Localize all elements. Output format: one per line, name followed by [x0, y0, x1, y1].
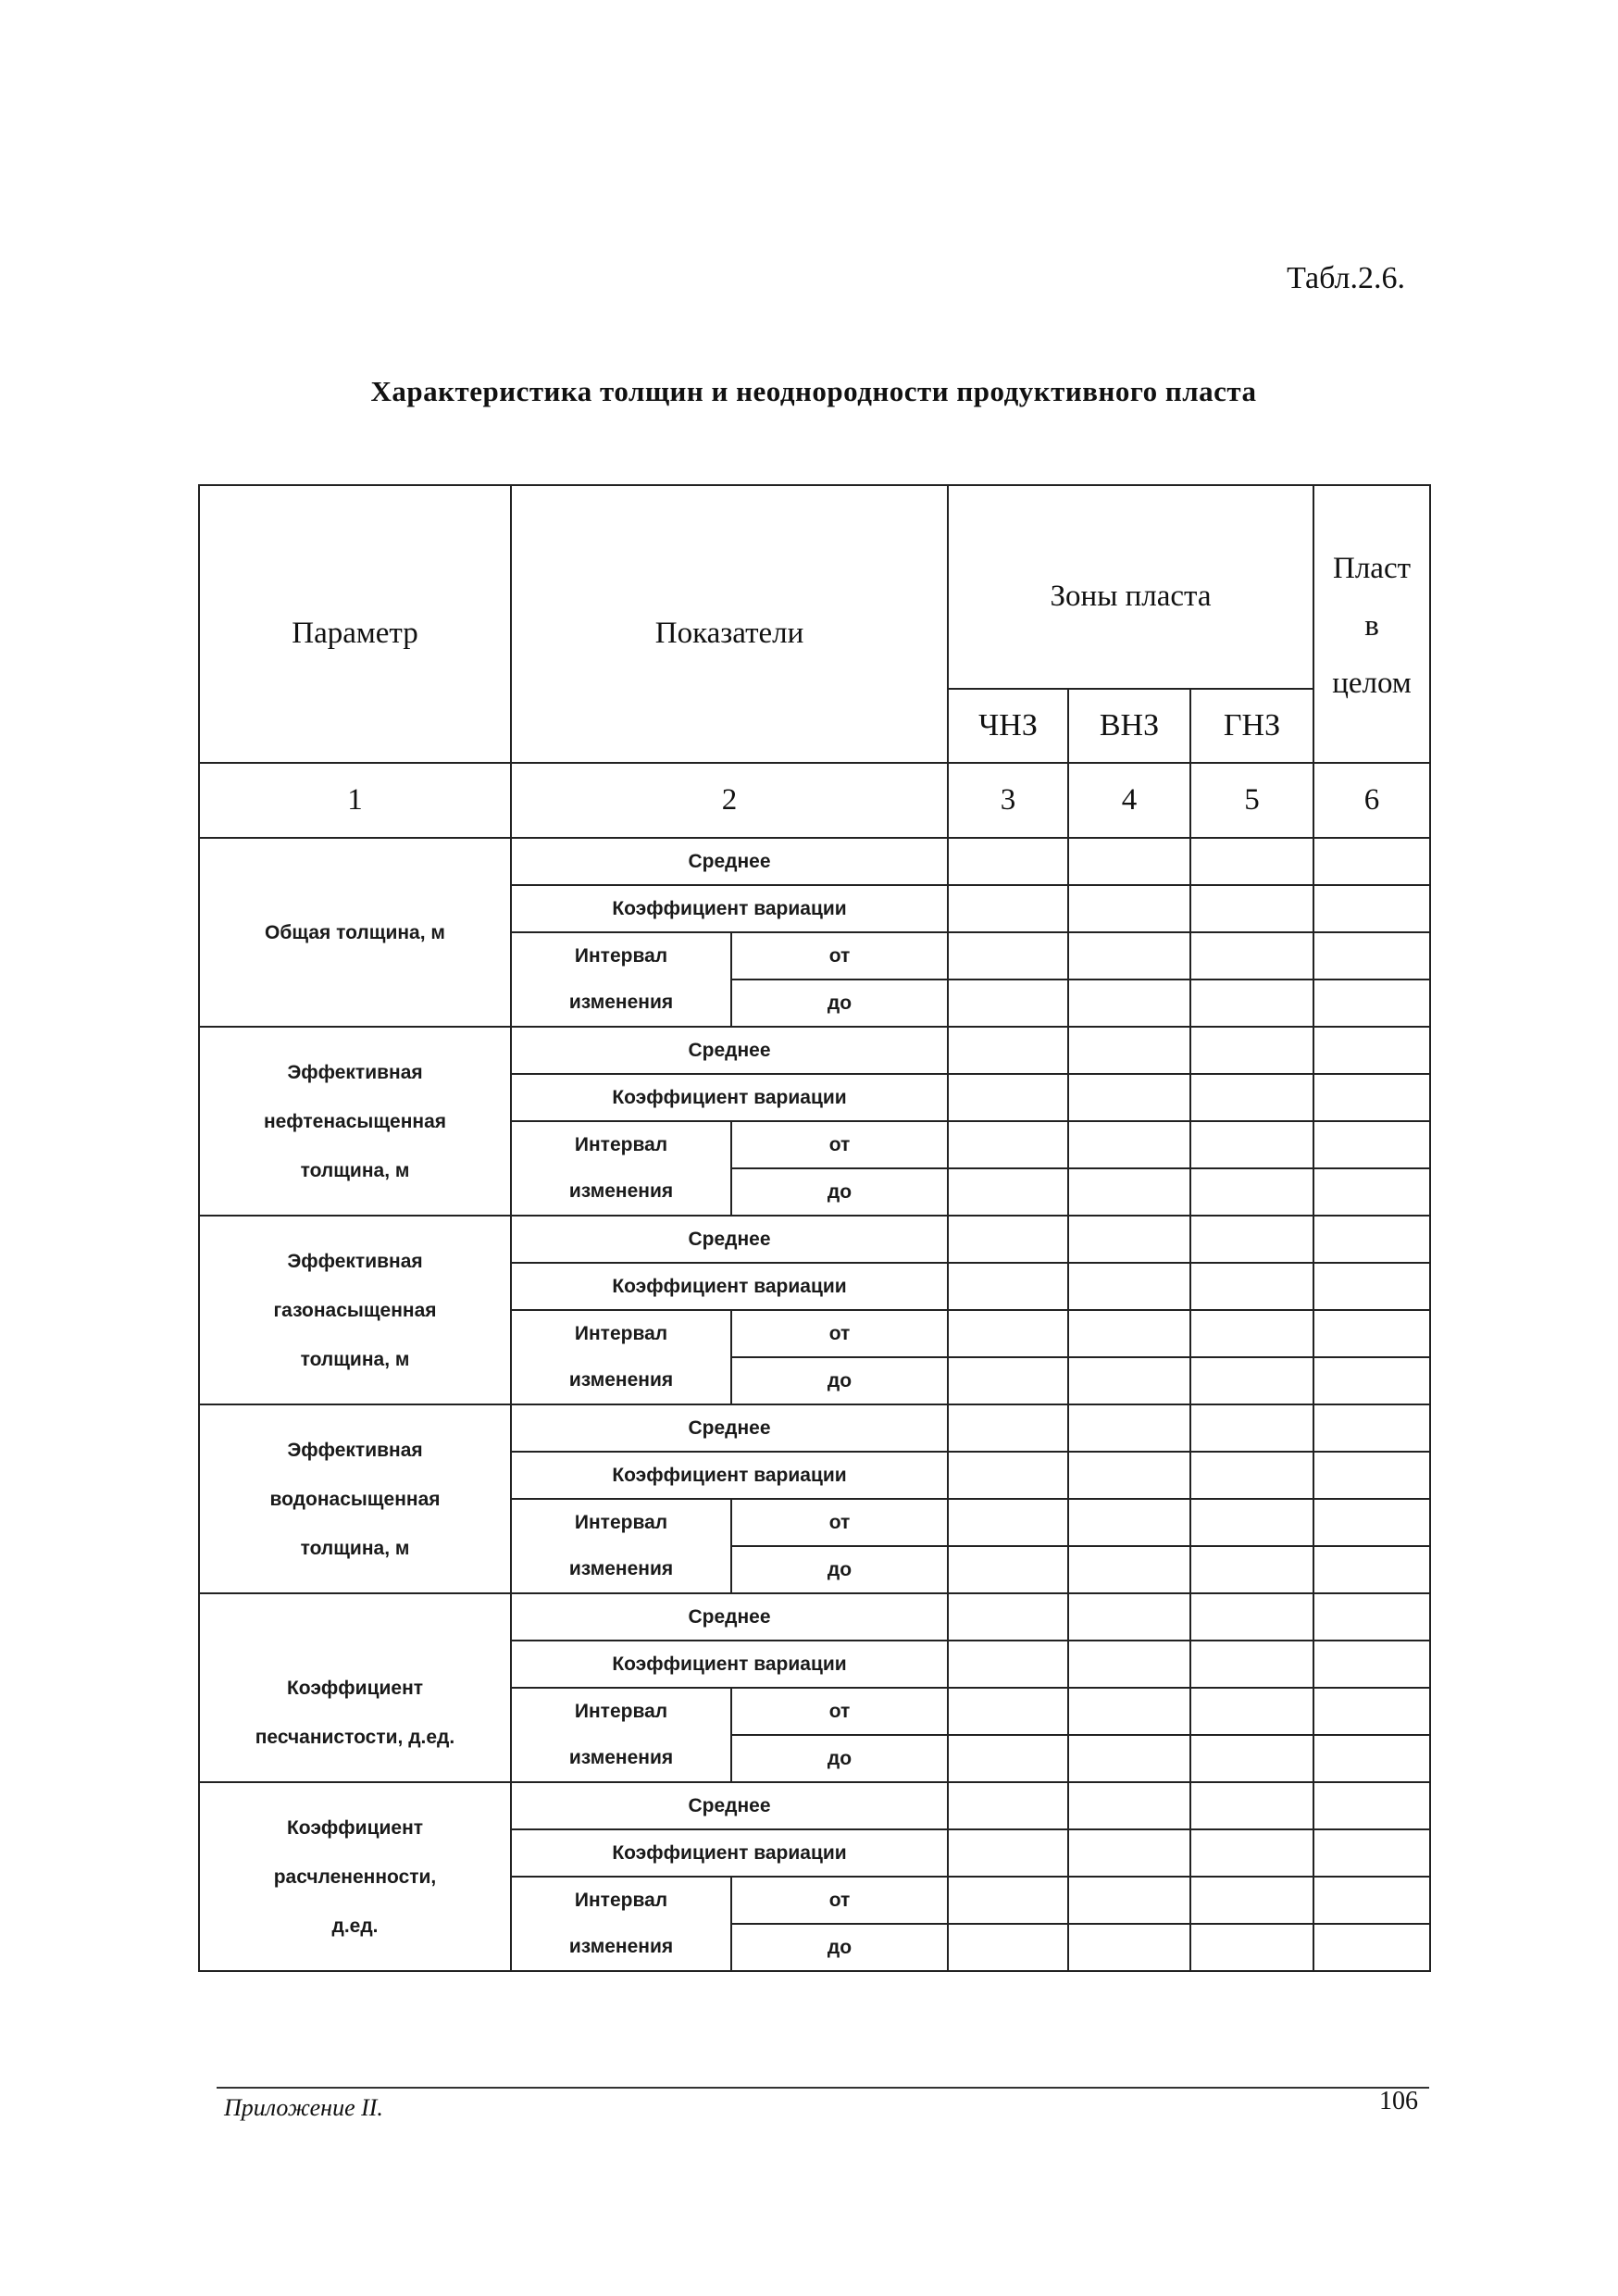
value-cell — [1190, 1121, 1313, 1168]
value-cell — [1068, 1546, 1190, 1593]
value-cell — [1068, 1404, 1190, 1452]
value-cell — [1313, 1924, 1430, 1971]
parameter-name-line2: газонасыщенная — [273, 1299, 437, 1321]
indicator-change: изменения — [511, 1924, 731, 1971]
header-indicators-label: Показатели — [654, 616, 804, 650]
value-cell — [1313, 1263, 1430, 1310]
parameter-name-line3: песчанистости, д.ед. — [255, 1726, 455, 1748]
value-cell — [948, 1263, 1068, 1310]
indicator-variation: Коэффициент вариации — [511, 885, 948, 932]
value-cell — [1068, 1168, 1190, 1216]
indicator-to: до — [731, 1357, 948, 1404]
indicator-from: от — [731, 1877, 948, 1924]
indicator-to: до — [731, 1735, 948, 1782]
value-cell — [1068, 1452, 1190, 1499]
parameter-name — [199, 1027, 511, 1216]
value-cell — [1068, 932, 1190, 980]
value-cell — [1313, 1121, 1430, 1168]
value-cell — [1190, 1546, 1313, 1593]
value-cell — [1068, 1641, 1190, 1688]
value-cell — [1190, 1924, 1313, 1971]
indicator-interval: Интервал — [511, 1688, 731, 1735]
value-cell — [1190, 838, 1313, 885]
table-row — [199, 1782, 1430, 1829]
value-cell — [1313, 1452, 1430, 1499]
column-number-6: 6 — [1313, 763, 1430, 838]
header-parameter — [199, 485, 511, 763]
value-cell — [1190, 1452, 1313, 1499]
value-cell — [1190, 1074, 1313, 1121]
indicator-interval: Интервал — [511, 1877, 731, 1924]
value-cell — [948, 1641, 1068, 1688]
value-cell — [948, 980, 1068, 1027]
header-indicators — [511, 485, 948, 763]
value-cell — [1190, 1829, 1313, 1877]
value-cell — [948, 1877, 1068, 1924]
parameter-name-line2: расчлененности, — [273, 1866, 437, 1888]
value-cell — [1313, 1641, 1430, 1688]
value-cell — [1190, 1404, 1313, 1452]
value-cell — [1313, 838, 1430, 885]
value-cell — [1313, 1074, 1430, 1121]
value-cell — [1190, 885, 1313, 932]
indicator-from: от — [731, 1310, 948, 1357]
value-cell — [948, 1168, 1068, 1216]
value-cell — [1313, 1877, 1430, 1924]
indicator-interval: Интервал — [511, 932, 731, 980]
table-row — [199, 838, 1430, 885]
column-number-4: 4 — [1068, 763, 1190, 838]
value-cell — [1068, 1735, 1190, 1782]
value-cell — [1190, 1877, 1313, 1924]
value-cell — [1068, 838, 1190, 885]
value-cell — [1313, 1782, 1430, 1829]
header-whole-line1: Пласт — [1333, 552, 1412, 585]
value-cell — [1190, 1499, 1313, 1546]
value-cell — [1068, 980, 1190, 1027]
indicator-mean: Среднее — [511, 838, 948, 885]
indicator-variation: Коэффициент вариации — [511, 1074, 948, 1121]
parameter-name-line3 — [200, 957, 510, 1006]
value-cell — [1313, 1027, 1430, 1074]
value-cell — [1190, 1641, 1313, 1688]
value-cell — [1190, 1735, 1313, 1782]
indicator-change: изменения — [511, 980, 731, 1027]
header-whole-line3: целом — [1332, 667, 1412, 700]
indicator-from: от — [731, 1688, 948, 1735]
parameter-name — [199, 1216, 511, 1404]
value-cell — [1190, 1216, 1313, 1263]
value-cell — [1068, 1782, 1190, 1829]
value-cell — [1190, 980, 1313, 1027]
value-cell — [948, 1688, 1068, 1735]
parameter-name — [199, 1593, 511, 1782]
parameter-name-line1: Коэффициент — [286, 1816, 424, 1839]
parameter-name — [199, 1782, 511, 1971]
thickness-characteristics-table — [198, 484, 1431, 1972]
indicator-mean: Среднее — [511, 1404, 948, 1452]
value-cell — [1068, 1593, 1190, 1641]
value-cell — [1068, 1121, 1190, 1168]
parameter-name-line1: Эффективная — [287, 1439, 423, 1461]
page-title: Характеристика толщин и неоднородности продуктивного пласта — [370, 375, 1257, 407]
value-cell — [1190, 1168, 1313, 1216]
parameter-name-line3: толщина, м — [300, 1537, 410, 1559]
header-zones-label: Зоны пласта — [1050, 579, 1212, 613]
header-zone-chnz: ЧНЗ — [948, 689, 1068, 763]
footer-page-number: 106 — [1379, 2087, 1418, 2115]
parameter-name-line1 — [200, 1615, 510, 1664]
parameter-name-line3: толщина, м — [300, 1348, 410, 1370]
table-row — [199, 1404, 1430, 1452]
parameter-name — [199, 1404, 511, 1593]
table-row — [199, 1216, 1430, 1263]
value-cell — [1190, 1263, 1313, 1310]
indicator-variation: Коэффициент вариации — [511, 1263, 948, 1310]
value-cell — [1313, 1168, 1430, 1216]
value-cell — [1068, 885, 1190, 932]
value-cell — [1068, 1924, 1190, 1971]
value-cell — [1313, 1499, 1430, 1546]
value-cell — [948, 1452, 1068, 1499]
value-cell — [948, 1782, 1068, 1829]
indicator-variation: Коэффициент вариации — [511, 1452, 948, 1499]
indicator-from: от — [731, 1499, 948, 1546]
parameter-name-line1: Эффективная — [287, 1250, 423, 1272]
value-cell — [1313, 1546, 1430, 1593]
indicator-to: до — [731, 1924, 948, 1971]
indicator-mean: Среднее — [511, 1782, 948, 1829]
indicator-to: до — [731, 980, 948, 1027]
indicator-interval: Интервал — [511, 1310, 731, 1357]
value-cell — [1190, 1688, 1313, 1735]
value-cell — [1313, 980, 1430, 1027]
parameter-name-line1 — [200, 859, 510, 908]
value-cell — [948, 1310, 1068, 1357]
table-label: Табл.2.6. — [1287, 261, 1405, 295]
value-cell — [1313, 1829, 1430, 1877]
indicator-variation: Коэффициент вариации — [511, 1829, 948, 1877]
header-parameter-label: Параметр — [292, 616, 418, 650]
parameter-name — [199, 838, 511, 1027]
value-cell — [1068, 1829, 1190, 1877]
indicator-change: изменения — [511, 1735, 731, 1782]
value-cell — [1190, 932, 1313, 980]
indicator-change: изменения — [511, 1546, 731, 1593]
value-cell — [1068, 1688, 1190, 1735]
value-cell — [948, 1216, 1068, 1263]
value-cell — [948, 1735, 1068, 1782]
value-cell — [948, 1074, 1068, 1121]
value-cell — [1313, 932, 1430, 980]
column-number-1: 1 — [199, 763, 511, 838]
table-row — [199, 1593, 1430, 1641]
value-cell — [948, 1357, 1068, 1404]
value-cell — [1313, 1357, 1430, 1404]
value-cell — [1313, 1310, 1430, 1357]
footer-appendix: Приложение II. — [224, 2094, 383, 2121]
footer-divider — [217, 2087, 1429, 2089]
column-number-2: 2 — [511, 763, 948, 838]
value-cell — [1068, 1027, 1190, 1074]
indicator-to: до — [731, 1546, 948, 1593]
value-cell — [1313, 1688, 1430, 1735]
indicator-change: изменения — [511, 1168, 731, 1216]
column-number-5: 5 — [1190, 763, 1313, 838]
indicator-mean: Среднее — [511, 1027, 948, 1074]
header-zone-vnz: ВНЗ — [1068, 689, 1190, 763]
parameter-name-line1: Эффективная — [287, 1061, 423, 1083]
value-cell — [1190, 1593, 1313, 1641]
parameter-name-line3: д.ед. — [331, 1915, 379, 1937]
value-cell — [1313, 1735, 1430, 1782]
column-number-3: 3 — [948, 763, 1068, 838]
header-zones — [948, 485, 1313, 689]
indicator-interval: Интервал — [511, 1121, 731, 1168]
parameter-name-line2: Общая толщина, м — [265, 921, 445, 943]
value-cell — [1190, 1027, 1313, 1074]
value-cell — [948, 1121, 1068, 1168]
value-cell — [948, 1499, 1068, 1546]
value-cell — [948, 1593, 1068, 1641]
indicator-interval: Интервал — [511, 1499, 731, 1546]
parameter-name-line2: водонасыщенная — [269, 1488, 441, 1510]
indicator-mean: Среднее — [511, 1216, 948, 1263]
value-cell — [948, 885, 1068, 932]
value-cell — [948, 1546, 1068, 1593]
header-whole-line2: в — [1364, 609, 1379, 643]
indicator-variation: Коэффициент вариации — [511, 1641, 948, 1688]
value-cell — [1068, 1310, 1190, 1357]
indicator-change: изменения — [511, 1357, 731, 1404]
table-row — [199, 1027, 1430, 1074]
value-cell — [948, 1027, 1068, 1074]
indicator-to: до — [731, 1168, 948, 1216]
indicator-mean: Среднее — [511, 1593, 948, 1641]
value-cell — [948, 1829, 1068, 1877]
header-whole-layer — [1313, 485, 1430, 763]
parameter-name-line2: Коэффициент — [286, 1677, 424, 1699]
value-cell — [948, 1404, 1068, 1452]
value-cell — [1068, 1877, 1190, 1924]
value-cell — [1068, 1357, 1190, 1404]
value-cell — [1190, 1310, 1313, 1357]
value-cell — [1068, 1074, 1190, 1121]
value-cell — [1313, 1404, 1430, 1452]
indicator-from: от — [731, 932, 948, 980]
value-cell — [1068, 1263, 1190, 1310]
value-cell — [1313, 1216, 1430, 1263]
indicator-from: от — [731, 1121, 948, 1168]
parameter-name-line2: нефтенасыщенная — [263, 1110, 447, 1132]
value-cell — [1190, 1782, 1313, 1829]
value-cell — [1068, 1499, 1190, 1546]
value-cell — [948, 1924, 1068, 1971]
parameter-name-line3: толщина, м — [300, 1159, 410, 1181]
value-cell — [948, 838, 1068, 885]
value-cell — [1068, 1216, 1190, 1263]
value-cell — [1190, 1357, 1313, 1404]
value-cell — [1313, 885, 1430, 932]
value-cell — [948, 932, 1068, 980]
value-cell — [1313, 1593, 1430, 1641]
header-zone-gnz: ГНЗ — [1190, 689, 1313, 763]
